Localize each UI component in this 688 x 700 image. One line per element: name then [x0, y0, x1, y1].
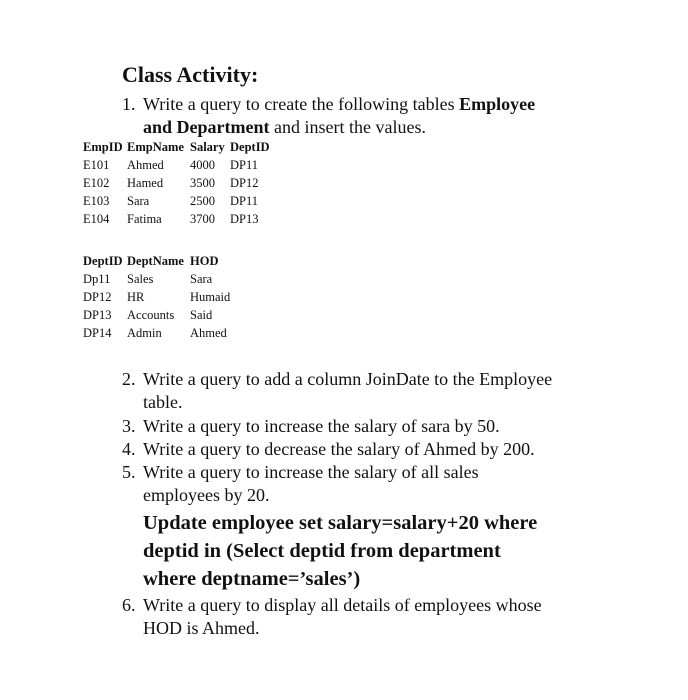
question-number: 3.	[122, 416, 136, 436]
table-row	[83, 288, 250, 306]
column-header: DeptID	[230, 139, 270, 154]
employee-table	[83, 138, 280, 228]
table-row	[83, 156, 280, 174]
question-text: Write a query to create the following tables	[143, 94, 460, 114]
table-cell: Ahmed	[190, 325, 227, 340]
question-text: employees by 20.	[143, 485, 270, 505]
table-cell: 4000	[190, 157, 215, 172]
table-cell: E104	[83, 211, 110, 226]
question-text: Write a query to add a column JoinDate to the Employee	[143, 369, 553, 389]
question-number: 1.	[122, 94, 136, 114]
department-table	[83, 252, 250, 342]
table-row	[83, 210, 280, 228]
column-header: EmpID	[83, 139, 123, 154]
table-cell: Dp11	[83, 271, 111, 286]
question-text: and insert the values.	[269, 117, 426, 137]
table-cell: Humaid	[190, 289, 231, 304]
table-cell: Said	[190, 307, 213, 322]
question-text: Write a query to display all details of employees whose	[143, 595, 542, 615]
table-header-row	[83, 138, 280, 156]
bold-text: and Department	[143, 117, 270, 137]
table-cell: 2500	[190, 193, 215, 208]
table-row	[83, 270, 250, 288]
table-cell: Sara	[127, 193, 150, 208]
table-row	[83, 306, 250, 324]
table-cell: Accounts	[127, 307, 175, 322]
table-cell: DP11	[230, 157, 259, 172]
table-cell: Sara	[190, 271, 213, 286]
table-cell: E102	[83, 175, 110, 190]
question-number: 4.	[122, 439, 136, 459]
table-cell: DP12	[83, 289, 112, 304]
table-cell: DP13	[83, 307, 112, 322]
table-cell: E101	[83, 157, 110, 172]
table-cell: DP14	[83, 325, 112, 340]
column-header: EmpName	[127, 139, 184, 154]
table-cell: E103	[83, 193, 110, 208]
sql-answer	[143, 509, 537, 593]
sql-line: Update employee set salary=salary+20 where	[143, 512, 538, 534]
table-cell: DP13	[230, 211, 259, 226]
page-title: Class Activity:	[122, 62, 259, 87]
table-row	[83, 324, 250, 342]
table-cell: DP12	[230, 175, 259, 190]
question-number: 5.	[122, 462, 136, 482]
question-text: Write a query to increase the salary of all sales	[143, 462, 479, 482]
question-text: table.	[143, 392, 183, 412]
column-header: DeptID	[83, 253, 123, 268]
sql-line: deptid in (Select deptid from department	[143, 540, 501, 562]
table-cell: Admin	[127, 325, 162, 340]
column-header: HOD	[190, 253, 219, 268]
table-cell: 3500	[190, 175, 215, 190]
table-row	[83, 192, 280, 210]
table-cell: Ahmed	[127, 157, 164, 172]
table-cell: Fatima	[127, 211, 162, 226]
question-number: 6.	[122, 595, 136, 615]
table-row	[83, 174, 280, 192]
column-header: Salary	[190, 139, 225, 154]
bold-text: Employee	[459, 94, 536, 114]
question-number: 2.	[122, 369, 136, 389]
table-header-row	[83, 252, 250, 270]
table-cell: HR	[127, 289, 145, 304]
table-cell: Sales	[127, 271, 154, 286]
sql-line: where deptname=’sales’)	[143, 568, 361, 590]
table-cell: Hamed	[127, 175, 164, 190]
column-header: DeptName	[127, 253, 184, 268]
question-text: HOD is Ahmed.	[143, 618, 260, 638]
table-cell: DP11	[230, 193, 259, 208]
question-text: Write a query to decrease the salary of Ahmed by 200.	[143, 439, 535, 459]
table-cell: 3700	[190, 211, 215, 226]
question-text: Write a query to increase the salary of sara by 50.	[143, 416, 500, 436]
